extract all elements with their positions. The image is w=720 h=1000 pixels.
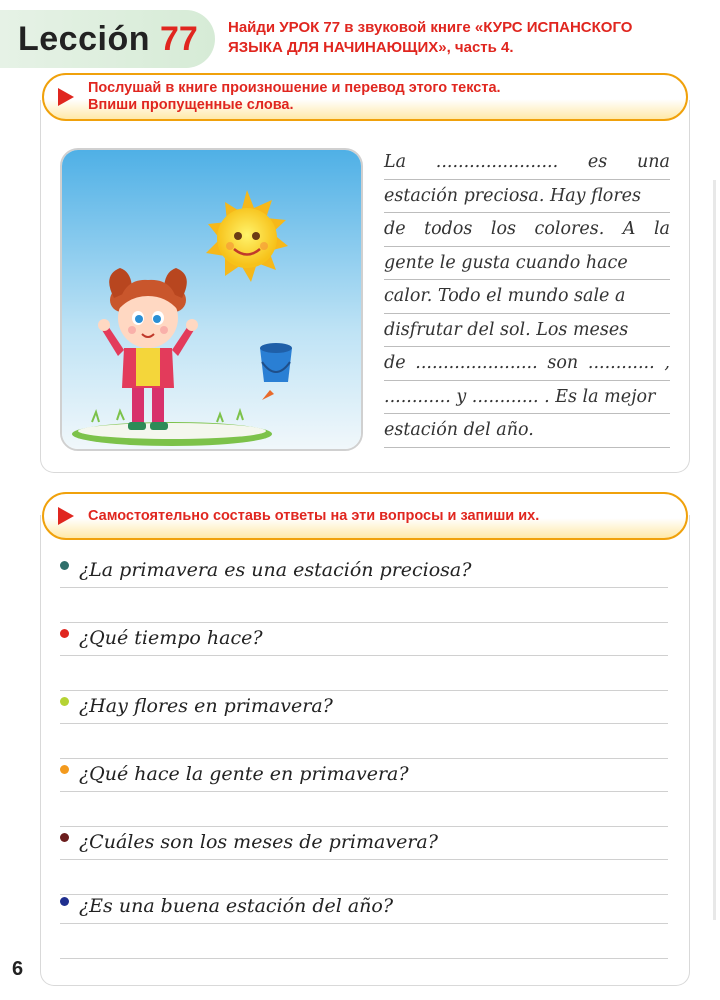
text-word: , xyxy=(664,353,670,373)
question-item xyxy=(60,621,668,691)
task1-instruction-line2: Впиши пропущенные слова. xyxy=(88,97,294,113)
text-word: una xyxy=(637,152,670,172)
header-instruction-line2: ЯЗЫКА ДЛЯ НАЧИНАЮЩИХ», часть 4. xyxy=(228,39,514,56)
text-word: la xyxy=(653,219,670,239)
text-line-5 xyxy=(384,280,670,314)
text-line-3 xyxy=(384,213,670,247)
text-word: colores. xyxy=(534,219,605,239)
text-word: disfrutar del sol. Los meses xyxy=(384,319,629,340)
question-text: ¿Cuáles son los meses de primavera? xyxy=(79,831,438,853)
play-arrow-icon xyxy=(58,507,74,525)
answer-line[interactable] xyxy=(60,656,668,691)
question-item xyxy=(60,825,668,895)
text-line-9 xyxy=(384,414,670,448)
text-word: La xyxy=(384,152,407,172)
bullet-icon xyxy=(60,697,69,706)
question-text: ¿Qué hace la gente en primavera? xyxy=(79,763,409,785)
bullet-icon xyxy=(60,897,69,906)
text-word: son xyxy=(547,353,579,373)
question-item xyxy=(60,689,668,759)
text-line-7 xyxy=(384,347,670,381)
task2-banner xyxy=(42,492,688,540)
page-edge-divider xyxy=(713,180,716,920)
question-item xyxy=(60,889,668,959)
text-word: de xyxy=(384,219,406,239)
play-arrow-icon xyxy=(58,88,74,106)
bullet-icon xyxy=(60,561,69,570)
question-text: ¿Es una buena estación del año? xyxy=(79,895,394,917)
answer-line[interactable] xyxy=(60,792,668,827)
header-instruction-line1: Найди УРОК 77 в звуковой книге «КУРС ИСПАНСКОГО xyxy=(228,19,633,36)
answer-line[interactable] xyxy=(60,724,668,759)
text-word: todos xyxy=(424,219,473,239)
page-number: 6 xyxy=(12,958,24,980)
blank-field[interactable]: ............ xyxy=(587,353,655,373)
question-text: ¿Hay flores en primavera? xyxy=(79,695,333,717)
text-word: A xyxy=(622,219,636,239)
bullet-icon xyxy=(60,629,69,638)
text-word: estación preciosa. Hay flores xyxy=(384,185,642,206)
spring-illustration xyxy=(60,148,363,451)
text-word: estación del año. xyxy=(384,420,534,440)
text-word: de xyxy=(384,353,406,373)
lesson-badge xyxy=(0,10,215,68)
fill-in-text xyxy=(384,146,670,448)
text-word: los xyxy=(490,219,517,239)
girl-sun-illustration xyxy=(62,150,363,451)
text-word: ............ y ............ . Es la mejor xyxy=(384,386,656,407)
text-word: gente le gusta cuando hace xyxy=(384,252,628,273)
question-text: ¿La primavera es una estación preciosa? xyxy=(79,559,472,581)
text-word: calor. Todo el mundo sale a xyxy=(384,286,626,306)
text-line-8 xyxy=(384,381,670,415)
text-line-4 xyxy=(384,247,670,281)
text-line-6 xyxy=(384,314,670,348)
question-item xyxy=(60,553,668,623)
bullet-icon xyxy=(60,833,69,842)
question-text: ¿Qué tiempo hace? xyxy=(79,627,263,649)
text-line-2 xyxy=(384,180,670,214)
task1-banner xyxy=(42,73,688,121)
bullet-icon xyxy=(60,765,69,774)
blank-field[interactable]: ...................... xyxy=(415,353,538,373)
header-instruction xyxy=(228,18,708,58)
question-item xyxy=(60,757,668,827)
text-word: es xyxy=(587,152,608,172)
task1-instruction-line1: Послушай в книге произношение и перевод этого текста. xyxy=(88,80,501,96)
lesson-title: Lección xyxy=(18,19,150,58)
answer-line[interactable] xyxy=(60,924,668,959)
lesson-number: 77 xyxy=(159,19,198,58)
text-line-1 xyxy=(384,146,670,180)
task2-instruction: Самостоятельно составь ответы на эти вопросы и запиши их. xyxy=(88,507,540,524)
answer-line[interactable] xyxy=(60,588,668,623)
blank-field[interactable]: ...................... xyxy=(435,152,559,172)
